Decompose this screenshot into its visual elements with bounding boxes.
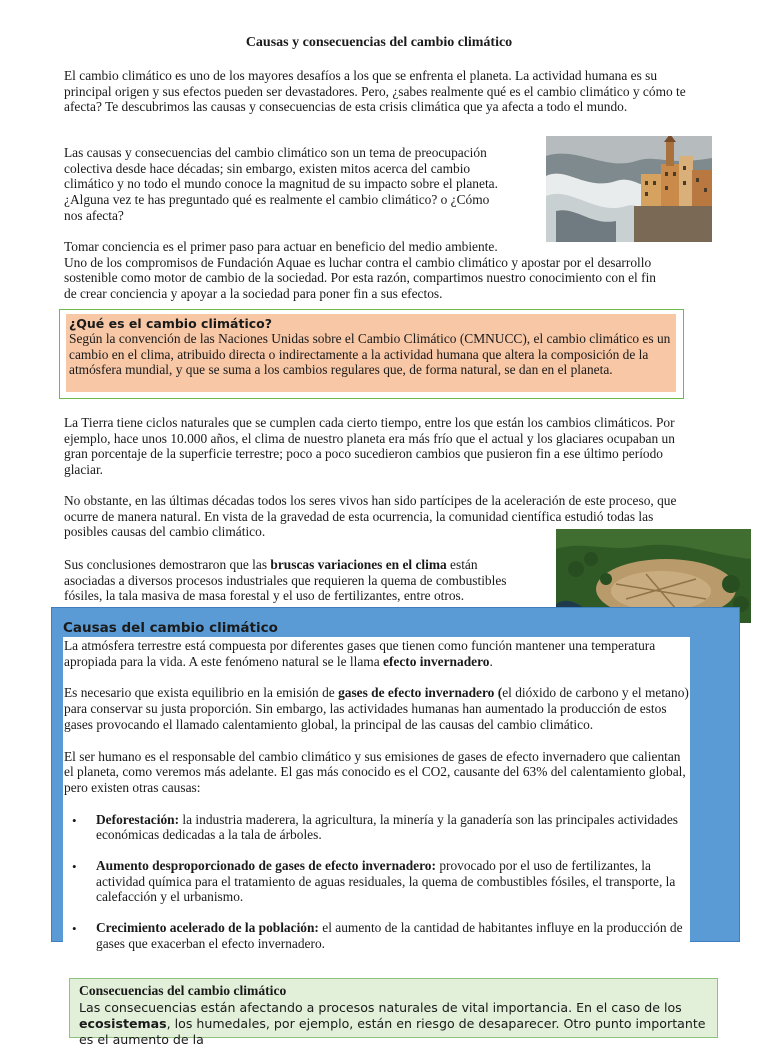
text-run: Es necesario que exista equilibrio en la emisión de bbox=[64, 685, 339, 701]
text-line: Uno de los compromisos de Fundación Aquae es luchar contra el cambio climático y apostar por el desarrollo bbox=[64, 254, 652, 270]
consequences-text bbox=[79, 1000, 709, 1048]
causes-list bbox=[64, 812, 690, 952]
consequences-heading: Consecuencias del cambio climático bbox=[79, 983, 287, 998]
list-item-text: provocado por el uso de fertilizantes, la actividad química para el tratamiento de aguas residuales, la quema de combustibles fósiles, el transporte, la calefacción y el urbanismo. bbox=[96, 858, 676, 905]
text-run: Las consecuencias están afectando a procesos naturales de vital importancia. En el caso de los bbox=[79, 1000, 682, 1015]
bullet-icon: • bbox=[72, 812, 77, 828]
causes-content bbox=[64, 638, 690, 967]
list-item-term: Crecimiento acelerado de la población: bbox=[96, 920, 319, 936]
list-item bbox=[64, 812, 690, 843]
text-line: fósiles, la tala masiva de masa forestal y el uso de fertilizantes, entre otros. bbox=[64, 588, 465, 604]
text-run: , los humedales, por ejemplo, están en riesgo de desaparecer. Otro punto importante es el aumento de la bbox=[79, 1016, 706, 1047]
text-line: sostenible como motor de cambio de la sociedad. Por esta razón, compartimos nuestro conocimiento con el fin bbox=[64, 270, 656, 286]
list-item-text: el aumento de la cantidad de habitantes influye en la producción de gases que exacerban el efecto invernadero. bbox=[96, 920, 683, 951]
emphasis-greenhouse-gases: gases de efecto invernadero ( bbox=[338, 685, 503, 701]
emphasis-climate-variations: bruscas variaciones en el clima bbox=[270, 557, 447, 572]
text-line: asociadas a diversos procesos industriales que requieren la quema de combustibles bbox=[64, 572, 507, 588]
causes-paragraph-3: El ser humano es el responsable del cambio climático y sus emisiones de gases de efecto invernadero que calientan el planeta, como veremos más adelante. El gas más conocido es el CO2, causante del 63% del calentamiento global, pero existen otras causas: bbox=[64, 748, 686, 795]
text-line: Tomar conciencia es el primer paso para actuar en beneficio del medio ambiente. bbox=[64, 239, 498, 254]
causes-paragraph-2 bbox=[64, 685, 690, 732]
text-run: La atmósfera terrestre está compuesta por diferentes gases que tienen como función mantener una temperatura apropiada para la vida. A este fenómeno natural se le llama bbox=[64, 638, 656, 669]
paragraph-acceleration: No obstante, en las últimas décadas todos los seres vivos han sido partícipes de la aceleración de este proceso, que ocurre de manera natural. En vista de la gravedad de esta ocurrencia, la comunidad científica estudió todas las posibles causas del cambio climático. bbox=[64, 493, 677, 540]
paragraph-awareness bbox=[64, 239, 714, 302]
text-run: el dióxido de carbono y el metano) para conservar su justa proporción. Sin embargo, las actividades humanas han aumentado la producción de estos gases provocando el llamado calentamiento global, la principal de las causas del cambio climático. bbox=[64, 685, 689, 732]
text-line: ¿Alguna vez te has preguntado qué es realmente el cambio climático? o ¿Cómo bbox=[64, 192, 490, 208]
text-line: nos afecta? bbox=[64, 207, 124, 223]
text-line: climático y no todo el mundo conoce la magnitud de su impacto sobre el planeta. bbox=[64, 176, 498, 192]
definition-text: Según la convención de las Naciones Unidas sobre el Cambio Climático (CMNUCC), el cambio climático es un cambio en el clima, atribuido directa o indirectamente a la actividad humana que altera la composición de la atmósfera mundial, y que se suma a los cambios regulares que, de forma natural, se dan en el planeta. bbox=[69, 331, 671, 378]
text-line: Las causas y consecuencias del cambio climático son un tema de preocupación bbox=[64, 145, 487, 160]
bullet-icon: • bbox=[72, 859, 77, 875]
bullet-icon: • bbox=[72, 921, 77, 937]
emphasis-greenhouse-effect: efecto invernadero bbox=[383, 653, 490, 669]
text-line: colectiva desde hace décadas; sin embargo, existen mitos acerca del cambio bbox=[64, 160, 471, 176]
text-line bbox=[64, 557, 552, 573]
causes-heading: Causas del cambio climático bbox=[63, 620, 278, 636]
text-run: están bbox=[446, 557, 478, 572]
text-run: Sus conclusiones demostraron que las bbox=[64, 557, 271, 572]
emphasis-ecosystems: ecosistemas bbox=[79, 1016, 167, 1031]
list-item-term: Deforestación: bbox=[96, 811, 180, 827]
paragraph-causes-intro bbox=[64, 145, 534, 224]
paragraph-conclusions bbox=[64, 557, 552, 604]
coastal-storm-photo bbox=[546, 136, 712, 242]
list-item bbox=[64, 858, 690, 905]
intro-paragraph: El cambio climático es uno de los mayores desafíos a los que se enfrenta el planeta. La actividad humana es su principal origen y sus efectos pueden ser devastadores. Pero, ¿sabes realmente qué es el cambio climático y cómo te afecta? Te descubrimos las causas y consecuencias de esta crisis climática que ya afecta a todo el mundo. bbox=[64, 68, 686, 115]
causes-paragraph-1 bbox=[64, 638, 690, 669]
definition-title: ¿Qué es el cambio climático? bbox=[69, 316, 272, 331]
text-run: . bbox=[489, 653, 493, 669]
list-item-text: la industria maderera, la agricultura, la minería y la ganadería son las principales actividades económicas dedicadas a la tala de árboles. bbox=[96, 811, 679, 843]
list-item bbox=[64, 920, 690, 951]
text-line: de crear conciencia y apoyar a la sociedad para poner fin a sus efectos. bbox=[64, 286, 443, 302]
page-title: Causas y consecuencias del cambio climático bbox=[245, 35, 513, 50]
list-item-term: Aumento desproporcionado de gases de efecto invernadero: bbox=[96, 858, 436, 874]
paragraph-natural-cycles: La Tierra tiene ciclos naturales que se cumplen cada cierto tiempo, entre los que están los cambios climáticos. Por ejemplo, hace unos 10.000 años, el clima de nuestro planeta era más frío que el actual y los glaciares ocupaban un gran porcentaje de la superficie terrestre; poco a poco sucedieron cambios que pusieron fin a ese último período glaciar. bbox=[64, 415, 675, 478]
